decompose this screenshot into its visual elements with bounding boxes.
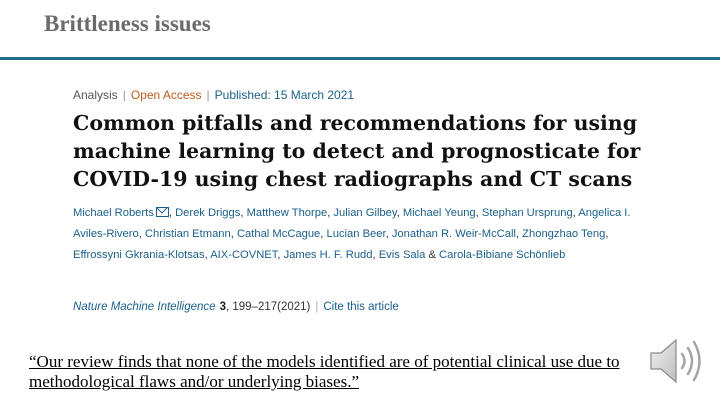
author-link[interactable]: Julian Gilbey xyxy=(333,207,397,219)
meta-separator: | xyxy=(315,301,319,313)
author-link[interactable]: Michael Yeung xyxy=(402,207,476,219)
author-link[interactable]: Zhongzhao Teng xyxy=(522,228,606,240)
author-link[interactable]: Evis Sala xyxy=(378,249,426,261)
author-link[interactable]: Christian Etmann xyxy=(144,228,231,240)
meta-separator: | xyxy=(206,88,210,102)
speaker-icon[interactable] xyxy=(648,336,706,386)
journal-volume: 3 xyxy=(219,301,226,313)
author-link[interactable]: Derek Driggs xyxy=(175,207,241,219)
author-link[interactable]: Cathal McCague xyxy=(236,228,321,240)
meta-separator: | xyxy=(122,88,126,102)
article-type: Analysis xyxy=(73,88,118,102)
author-link[interactable]: Effrossyni Gkrania-Klotsas xyxy=(73,249,205,261)
article-meta xyxy=(73,88,354,102)
author-separator: , xyxy=(240,207,247,219)
author-list xyxy=(73,203,633,266)
author-link[interactable]: Matthew Thorpe xyxy=(246,207,328,219)
journal-pages-year: , 199–217(2021) xyxy=(225,301,311,313)
author-separator: , xyxy=(138,228,145,240)
author-separator: , xyxy=(515,228,523,240)
slide-title: Brittleness issues xyxy=(44,11,211,36)
author-separator: , xyxy=(475,207,482,219)
author-separator: , xyxy=(385,228,392,240)
author-link[interactable]: Angelica I. Aviles-Rivero xyxy=(73,207,631,240)
author-separator: , xyxy=(277,249,284,261)
author-separator: , xyxy=(168,207,176,219)
author-link[interactable]: Lucian Beer xyxy=(326,228,386,240)
cite-article-link[interactable]: Cite this article xyxy=(323,301,399,313)
author-link[interactable]: James H. F. Rudd xyxy=(283,249,373,261)
author-link[interactable]: Carola-Bibiane Schönlieb xyxy=(439,249,566,261)
published-date: Published: 15 March 2021 xyxy=(214,88,355,102)
author-link[interactable]: Michael Roberts xyxy=(73,207,154,219)
author-separator: , xyxy=(605,228,609,240)
author-link[interactable]: Jonathan R. Weir-McCall xyxy=(391,228,516,240)
author-separator: , xyxy=(230,228,237,240)
author-separator: , xyxy=(396,207,403,219)
author-separator: , xyxy=(572,207,579,219)
author-separator: , xyxy=(327,207,334,219)
author-link[interactable]: AIX-COVNET xyxy=(210,249,278,261)
review-quote: “Our review finds that none of the models identified are of potential clinical use due to methodological flaws and/or underlying biases.” xyxy=(29,352,620,391)
author-separator: , xyxy=(204,249,211,261)
author-separator: & xyxy=(425,249,440,261)
journal-name[interactable]: Nature Machine Intelligence xyxy=(73,301,216,313)
author-link[interactable]: Stephan Ursprung xyxy=(481,207,573,219)
author-separator: , xyxy=(372,249,379,261)
title-divider xyxy=(0,57,720,60)
author-separator: , xyxy=(320,228,327,240)
article-title: Common pitfalls and recommendations for using machine learning to detect and prognosticate for COVID-19 using chest radiographs and CT scans xyxy=(73,111,641,191)
journal-citation xyxy=(73,301,399,313)
open-access-label[interactable]: Open Access xyxy=(130,88,202,102)
email-icon[interactable] xyxy=(156,207,169,217)
